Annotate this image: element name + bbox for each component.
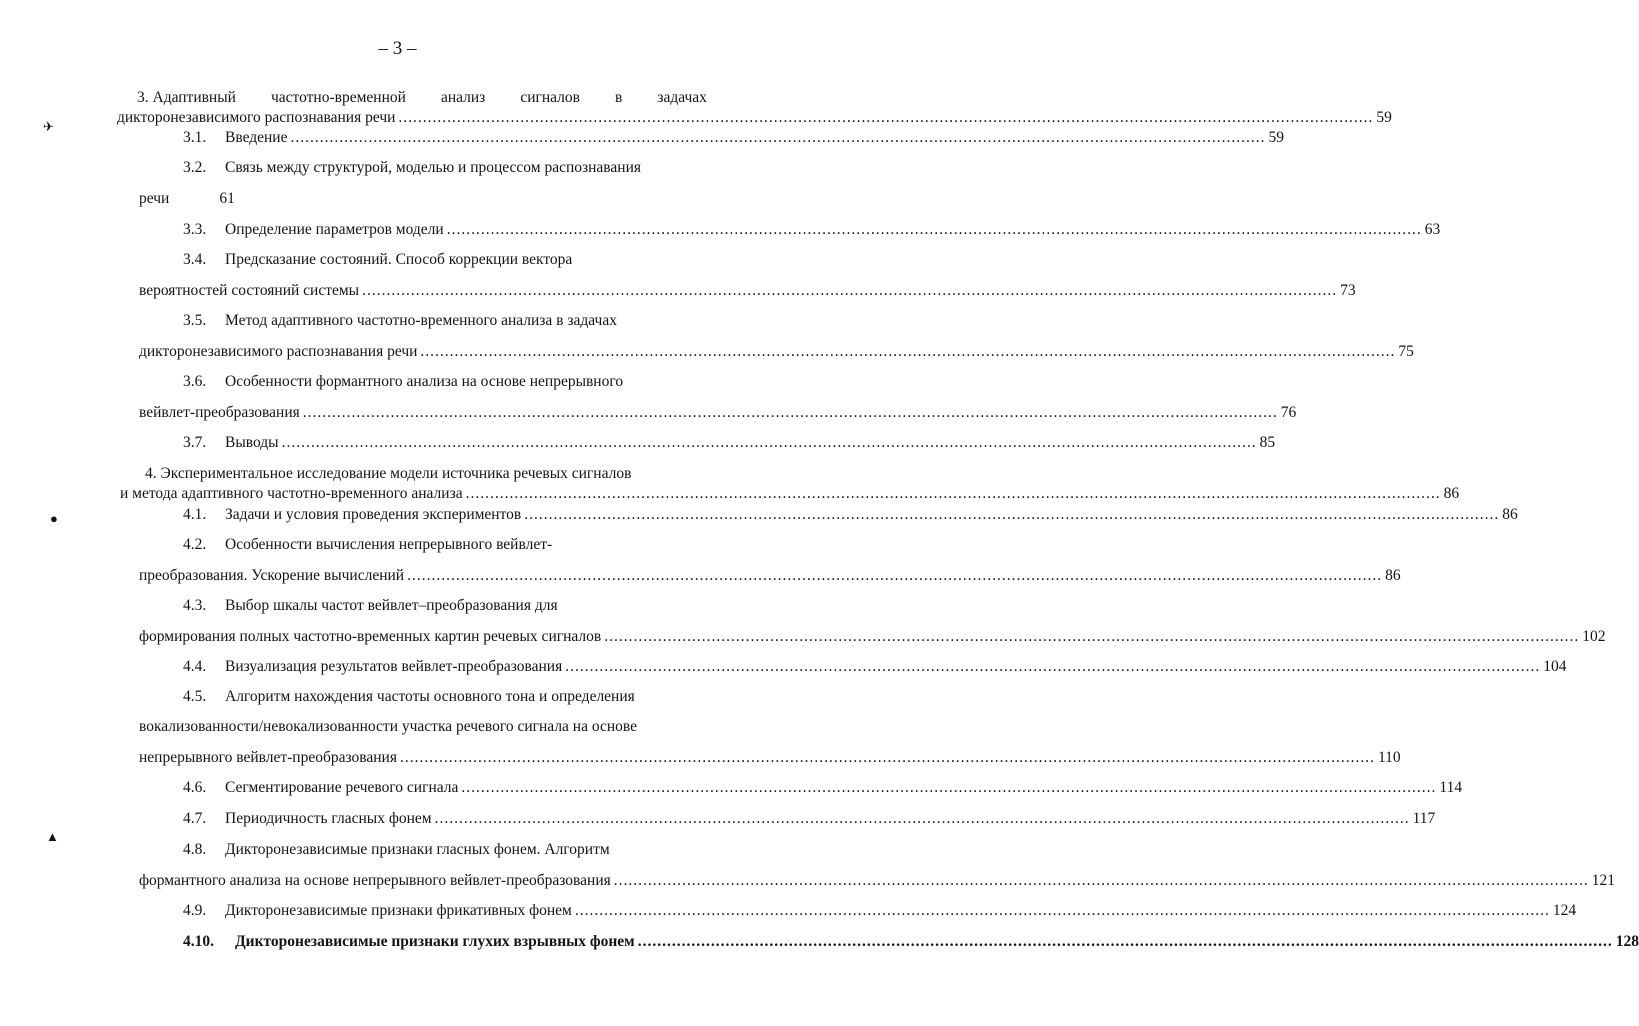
dot-leader: ........................................................................................................................................................................................................ — [565, 658, 1541, 675]
dot-leader: ........................................................................................................................................................................................................ — [302, 404, 1278, 421]
toc-entry-3-4-cont: вероятностей состояний системы ........................................................................................................................................................................................................ 73 — [139, 282, 1356, 299]
dot-leader: ........................................................................................................................................................................................................ — [524, 506, 1500, 523]
dot-leader: ........................................................................................................................................................................................................ — [613, 872, 1589, 889]
dot-leader: ........................................................................................................................................................................................................ — [407, 567, 1383, 584]
dot-leader: ........................................................................................................................................................................................................ — [420, 343, 1396, 360]
toc-entry-3-2-cont: речи 61 — [139, 190, 235, 207]
dot-leader: ........................................................................................................................................................................................................ — [461, 779, 1437, 796]
toc-entry-4-7: 4.7. Периодичность гласных фонем ........................................................................................................................................................................................................ 117 — [183, 810, 1436, 827]
toc-entry-4-5-cont-mid: вокализованности/невокализованности участка речевого сигнала на основе — [139, 718, 638, 735]
section-3-heading-line1: 3. Адаптивный частотно-временной анализ сигналов в задачах — [137, 89, 707, 106]
margin-mark-icon: ▲ — [46, 829, 59, 844]
toc-entry-3-4: 3.4. Предсказание состояний. Способ коррекции вектора — [183, 251, 573, 268]
toc-entry-4-5: 4.5. Алгоритм нахождения частоты основного тона и определения — [183, 688, 635, 705]
dot-leader: ........................................................................................................................................................................................................ — [465, 485, 1441, 502]
dot-leader: ........................................................................................................................................................................................................ — [574, 902, 1550, 919]
toc-entry-3-6-cont: вейвлет-преобразования ........................................................................................................................................................................................................ 76 — [139, 404, 1297, 421]
toc-entry-4-5-cont: непрерывного вейвлет-преобразования ........................................................................................................................................................................................................ 110 — [139, 749, 1401, 766]
toc-entry-3-7: 3.7. Выводы ........................................................................................................................................................................................................ 85 — [183, 434, 1276, 451]
dot-leader: ........................................................................................................................................................................................................ — [398, 109, 1374, 126]
dot-leader: ........................................................................................................................................................................................................ — [637, 933, 1613, 950]
toc-entry-3-2: 3.2. Связь между структурой, моделью и процессом распознавания — [183, 159, 642, 176]
margin-mark-icon: ✈ — [43, 119, 54, 134]
dot-leader: ........................................................................................................................................................................................................ — [604, 628, 1580, 645]
toc-entry-4-3: 4.3. Выбор шкалы частот вейвлет–преобразования для — [183, 597, 558, 614]
dot-leader: ........................................................................................................................................................................................................ — [281, 434, 1257, 451]
dot-leader: ........................................................................................................................................................................................................ — [290, 129, 1266, 146]
section-4-heading-line1: 4. Экспериментальное исследование модели источника речевых сигналов — [145, 465, 632, 482]
toc-entry-3-1: 3.1. Введение ........................................................................................................................................................................................................ 59 — [183, 129, 1284, 146]
section-4-heading-line2: и метода адаптивного частотно-временного анализа ........................................................................................................................................................................................................ 86 — [120, 485, 1460, 502]
toc-entry-4-9: 4.9. Дикторонезависимые признаки фрикативных фонем ........................................................................................................................................................................................................ 124 — [183, 902, 1577, 919]
toc-entry-4-1: 4.1. Задачи и условия проведения экспериментов ........................................................................................................................................................................................................ 86 — [183, 506, 1518, 523]
toc-entry-3-3: 3.3. Определение параметров модели ........................................................................................................................................................................................................ 63 — [183, 221, 1441, 238]
toc-entry-4-8: 4.8. Дикторонезависимые признаки гласных фонем. Алгоритм — [183, 841, 610, 858]
toc-entry-4-8-cont: формантного анализа на основе непрерывного вейвлет-преобразования ........................................................................................................................................................................................................ 121 — [139, 872, 1616, 889]
margin-mark-icon: ● — [50, 511, 58, 526]
toc-entry-3-6: 3.6. Особенности формантного анализа на основе непрерывного — [183, 373, 624, 390]
toc-entry-3-5: 3.5. Метод адаптивного частотно-временного анализа в задачах — [183, 312, 617, 329]
section-3-heading-line2: дикторонезависимого распознавания речи ........................................................................................................................................................................................................ 59 — [117, 109, 1392, 126]
toc-entry-4-6: 4.6. Сегментирование речевого сигнала ........................................................................................................................................................................................................ 114 — [183, 779, 1463, 796]
dot-leader: ........................................................................................................................................................................................................ — [434, 810, 1410, 827]
toc-entry-4-3-cont: формирования полных частотно-временных картин речевых сигналов ........................................................................................................................................................................................................ 102 — [139, 628, 1606, 645]
toc-entry-3-5-cont: дикторонезависимого распознавания речи ........................................................................................................................................................................................................ 75 — [139, 343, 1414, 360]
toc-entry-4-4: 4.4. Визуализация результатов вейвлет-преобразования ........................................................................................................................................................................................................ 104 — [183, 658, 1567, 675]
dot-leader: ........................................................................................................................................................................................................ — [362, 282, 1338, 299]
page-number: – 3 – — [378, 38, 417, 59]
toc-entry-4-2: 4.2. Особенности вычисления непрерывного вейвлет- — [183, 536, 553, 553]
toc-entry-4-10: 4.10. Дикторонезависимые признаки глухих взрывных фонем ........................................................................................................................................................................................................ 128 — [183, 933, 1639, 950]
dot-leader: ........................................................................................................................................................................................................ — [446, 221, 1422, 238]
dot-leader: ........................................................................................................................................................................................................ — [399, 749, 1375, 766]
toc-entry-4-2-cont: преобразования. Ускорение вычислений ........................................................................................................................................................................................................ 86 — [139, 567, 1401, 584]
